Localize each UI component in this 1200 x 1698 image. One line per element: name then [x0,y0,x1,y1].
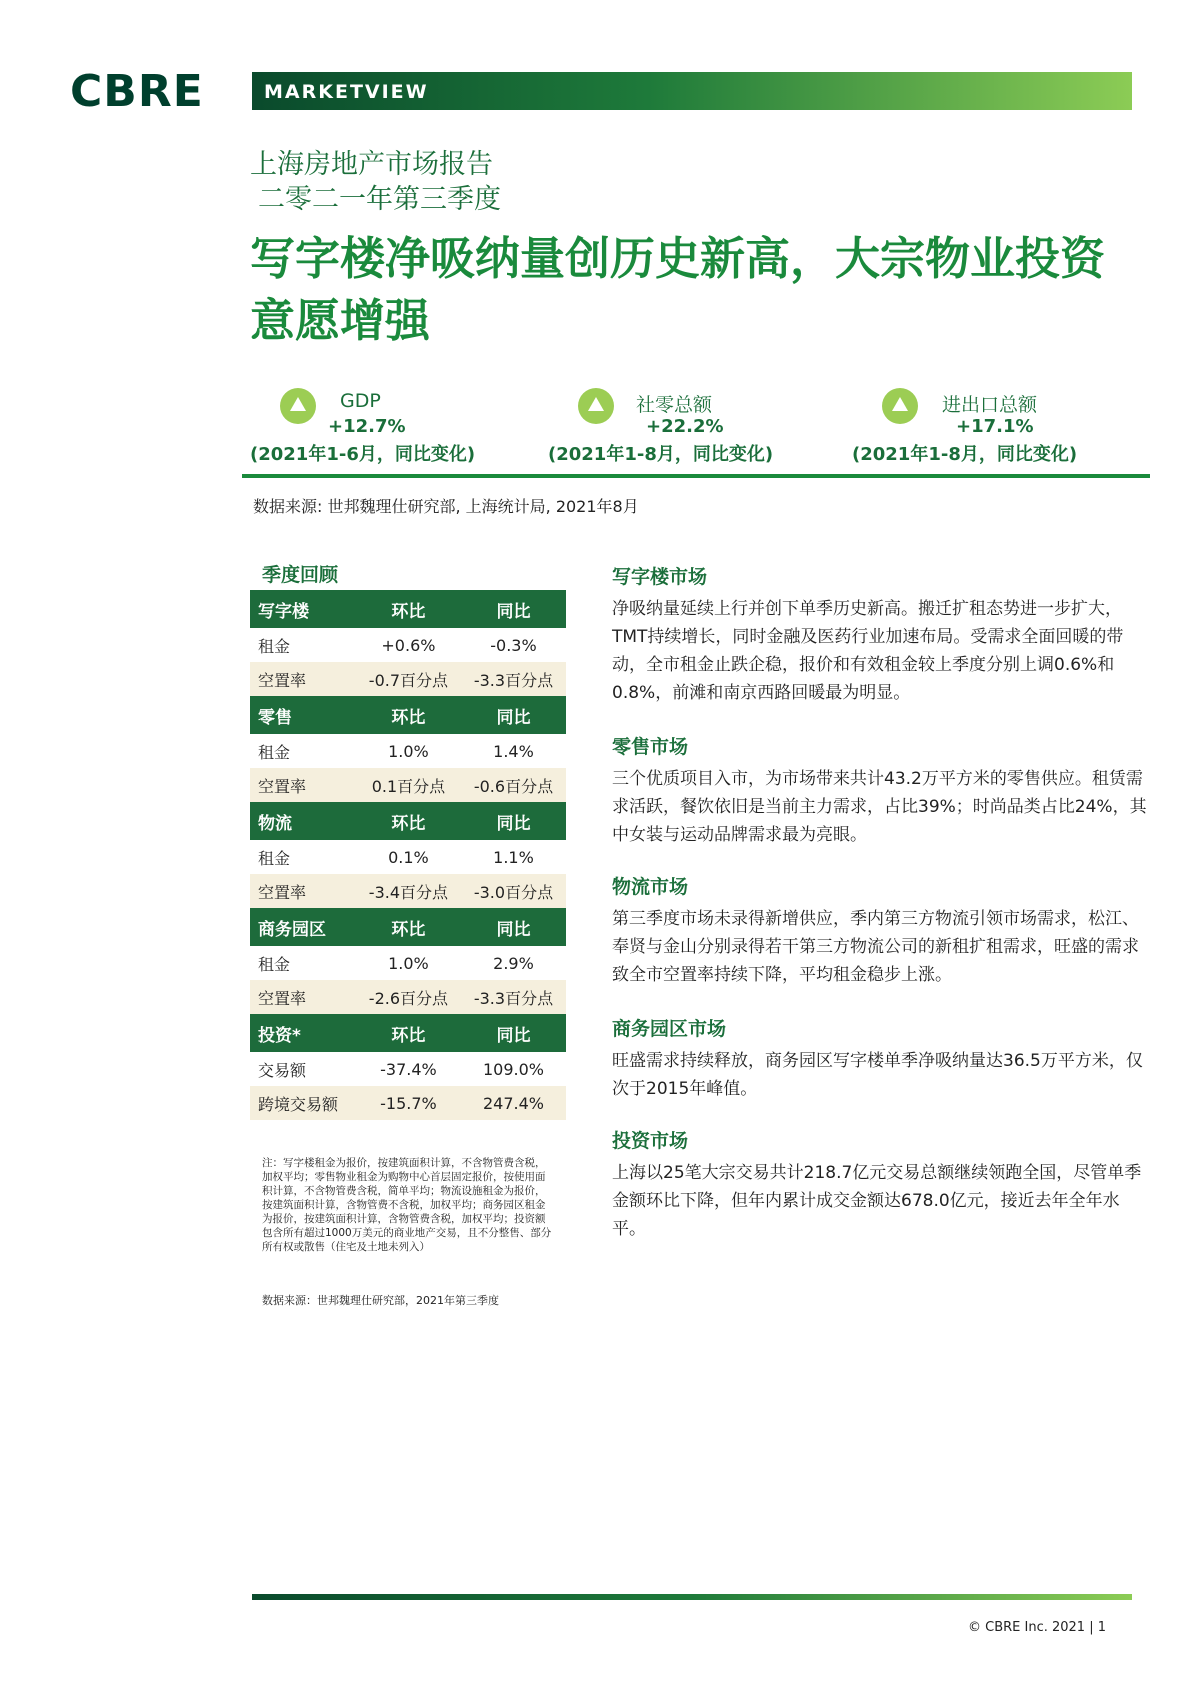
table-notes: 注：写字楼租金为报价，按建筑面积计算，不含物管费含税，加权平均；零售物业租金为购物中心首层固定报价，按使用面积计算，不含物管费含税，简单平均；物流设施租金为报价，按建筑面积计算，含物管费不含税，加权平均；商务园区租金为报价，按建筑面积计算，含物管费含税，加权平均；投资额包含所有超过1000万美元的商业地产交易，且不分整售、部分所有权或散售（住宅及土地未列入） [262,1157,552,1253]
data-source: 数据来源: 世邦魏理仕研究部, 上海统计局, 2021年8月 [253,497,639,516]
marketview-banner [252,72,1132,110]
section-title: 投资市场 [612,1130,689,1152]
section-text: 上海以25笔大宗交易共计218.7亿元交易总额继续领跑全国，尽管单季金额环比下降，但年内累计成交金额达678.0亿元，接近去年全年水平。 [612,1163,1142,1239]
cell-value: 1.0% [388,953,429,973]
section-investment [612,1126,1152,1243]
cell-value: 109.0% [482,1059,544,1079]
table-group-header [250,908,566,946]
cbre-logo: CBRE [70,66,204,117]
column-header: 环比 [356,802,461,840]
table-row [250,1052,566,1086]
cell-value: -3.3百分点 [461,980,566,1014]
section-title: 零售市场 [612,736,689,758]
up-triangle-icon [578,388,614,424]
row-label: 空置率 [250,874,356,908]
quarterly-review-title: 季度回顾 [262,564,339,586]
up-triangle-icon [882,388,918,424]
column-header: 同比 [461,802,566,840]
cell-value: 1.4% [493,741,534,761]
footer-copyright: © CBRE Inc. 2021 | 1 [968,1620,1106,1635]
kpi-value: +17.1% [956,416,1034,437]
kpi-label: 进出口总额 [942,394,1038,416]
cell-value: -0.6百分点 [461,768,566,802]
report-period: 二零二一年第三季度 [258,184,501,215]
section-title: 写字楼市场 [612,566,708,588]
table-group-header [250,696,566,734]
cell-value: -3.0百分点 [461,874,566,908]
row-label: 租金 [258,848,291,868]
cell-value: -0.3% [490,635,537,655]
table-group-header [250,802,566,840]
group-name: 写字楼 [250,590,356,628]
kpi-retail-sales [548,386,838,466]
column-header: 环比 [356,590,461,628]
table-row [250,980,566,1014]
cell-value: -3.3百分点 [461,662,566,696]
report-subtitle: 上海房地产市场报告 [250,149,493,180]
section-retail [612,732,1152,849]
kpi-value: +12.7% [328,416,406,437]
row-label: 空置率 [250,768,356,802]
cell-value: 1.0% [388,741,429,761]
table-row [250,1086,566,1120]
table-row [250,628,566,662]
section-text: 旺盛需求持续释放，商务园区写字楼单季净吸纳量达36.5万平方米，仅次于2015年峰值。 [612,1051,1143,1099]
table-row [250,768,566,802]
table-source: 数据来源：世邦魏理仕研究部，2021年第三季度 [262,1294,499,1307]
column-header: 同比 [461,590,566,628]
table-row [250,874,566,908]
kpi-divider [242,474,1150,478]
column-header: 环比 [356,908,461,946]
up-triangle-icon [280,388,316,424]
kpi-trade [852,386,1142,466]
table-row [250,840,566,874]
kpi-label: GDP [340,390,381,412]
column-header: 环比 [356,1014,461,1052]
section-title: 商务园区市场 [612,1018,727,1040]
cell-value: 0.1% [388,847,429,867]
section-business-park [612,1014,1152,1103]
column-header: 同比 [461,696,566,734]
cell-value: 2.9% [493,953,534,973]
kpi-period: (2021年1-8月，同比变化) [852,444,1078,465]
banner-title: MARKETVIEW [264,81,429,103]
row-label: 交易额 [258,1060,307,1080]
footer-divider [252,1594,1132,1600]
column-header: 同比 [461,908,566,946]
table-row [250,734,566,768]
cell-value: -3.4百分点 [356,874,461,908]
table-group-header [250,590,566,628]
table-row [250,946,566,980]
cell-value: 0.1百分点 [356,768,461,802]
kpi-gdp [250,386,540,466]
section-office [612,562,1152,707]
row-label: 租金 [258,742,291,762]
cell-value: 1.1% [493,847,534,867]
section-text: 第三季度市场未录得新增供应，季内第三方物流引领市场需求，松江、奉贤与金山分别录得若干第三方物流公司的新租扩租需求，旺盛的需求致全市空置率持续下降，平均租金稳步上涨。 [612,909,1139,985]
column-header: 环比 [356,696,461,734]
row-label: 空置率 [250,662,356,696]
kpi-period: (2021年1-6月，同比变化) [250,444,476,465]
section-title: 物流市场 [612,876,689,898]
cell-value: -0.7百分点 [356,662,461,696]
row-label: 租金 [258,954,291,974]
group-name: 零售 [250,696,356,734]
section-text: 净吸纳量延续上行并创下单季历史新高。搬迁扩租态势进一步扩大，TMT持续增长，同时金融及医药行业加速布局。受需求全面回暖的带动，全市租金止跌企稳，报价和有效租金较上季度分别上调0.6%和0.8%，前滩和南京西路回暖最为明显。 [612,599,1124,703]
row-label: 租金 [258,636,291,656]
cell-value: -2.6百分点 [356,980,461,1014]
group-name: 投资* [250,1014,356,1052]
cell-value: 247.4% [461,1086,566,1120]
row-label: 跨境交易额 [250,1086,356,1120]
cell-value: -15.7% [356,1086,461,1120]
section-text: 三个优质项目入市，为市场带来共计43.2万平方米的零售供应。租赁需求活跃，餐饮依旧是当前主力需求，占比39%；时尚品类占比24%，其中女装与运动品牌需求最为亮眼。 [612,769,1147,845]
section-logistics [612,872,1152,989]
table-row [250,662,566,696]
page-title: 写字楼净吸纳量创历史新高，大宗物业投资意愿增强 [250,232,1106,347]
kpi-period: (2021年1-8月，同比变化) [548,444,774,465]
kpi-value: +22.2% [646,416,724,437]
kpi-label: 社零总额 [636,394,713,416]
row-label: 空置率 [250,980,356,1014]
table-group-header [250,1014,566,1052]
cell-value: +0.6% [381,635,436,655]
group-name: 物流 [250,802,356,840]
column-header: 同比 [461,1014,566,1052]
cell-value: -37.4% [380,1059,437,1079]
group-name: 商务园区 [250,908,356,946]
quarterly-review-table [250,590,566,1120]
